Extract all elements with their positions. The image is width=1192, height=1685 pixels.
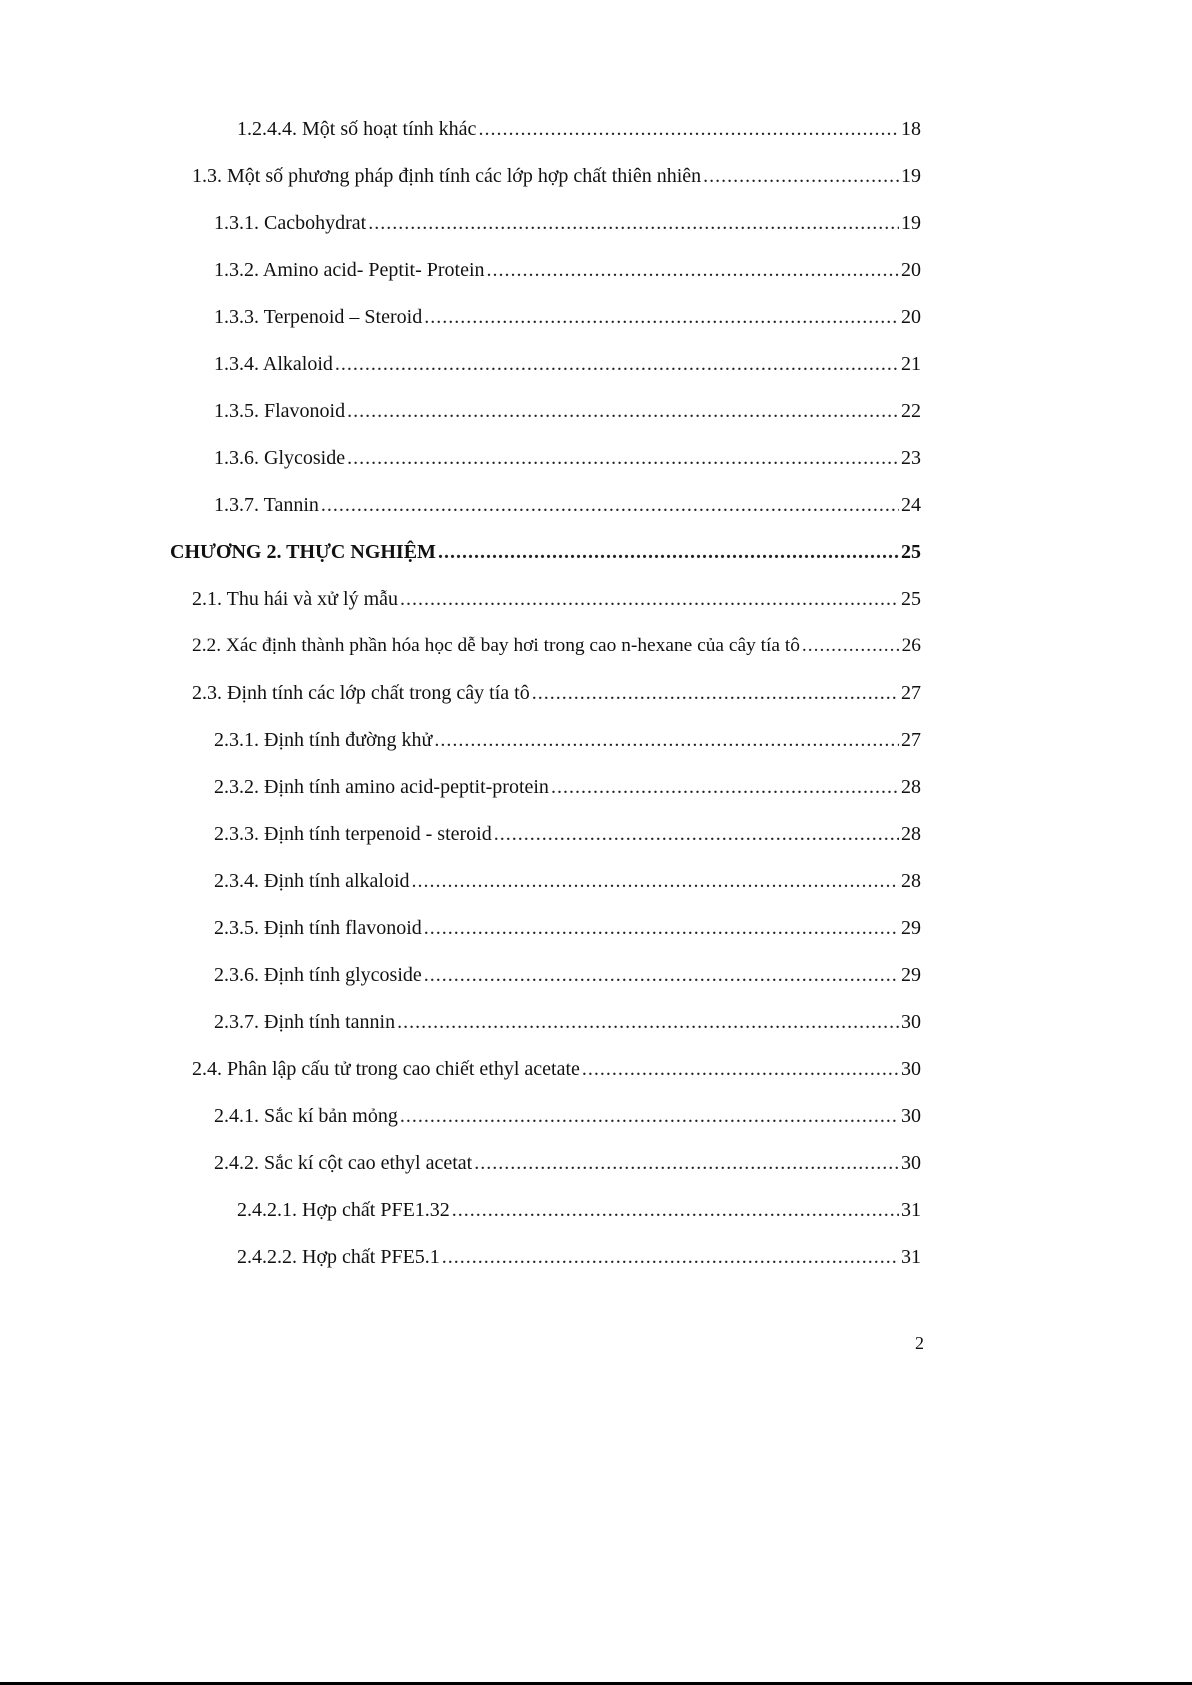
toc-entry-page: 31 xyxy=(901,1246,921,1268)
toc-entry-page: 23 xyxy=(901,447,921,469)
toc-entry-label: 2.2. Xác định thành phần hóa học dễ bay hơi trong cao n-hexane của cây tía tô xyxy=(192,635,800,656)
toc-entry-page: 19 xyxy=(901,212,921,234)
toc-entry-label: 1.3.6. Glycoside xyxy=(214,447,346,469)
toc-entry-label: 1.3.7. Tannin xyxy=(214,494,319,516)
toc-entry xyxy=(192,585,921,613)
toc-entry-label: 1.3. Một số phương pháp định tính các lớp hợp chất thiên nhiên xyxy=(192,165,702,187)
toc-entry xyxy=(214,914,921,942)
toc-entry xyxy=(214,820,921,848)
toc-entry xyxy=(214,867,921,895)
toc-entry-label: 2.4.1. Sắc kí bản mỏng xyxy=(214,1105,398,1127)
toc-leader-dots xyxy=(438,538,899,566)
toc-entry xyxy=(214,303,921,331)
toc-entry-page: 22 xyxy=(901,400,921,422)
toc-leader-dots xyxy=(424,961,899,989)
toc-entry xyxy=(214,773,921,801)
toc-entry-page: 30 xyxy=(901,1011,921,1033)
toc-entry xyxy=(237,115,921,143)
toc-leader-dots xyxy=(487,256,899,284)
toc-leader-dots xyxy=(424,303,899,331)
toc-entry-page: 31 xyxy=(901,1199,921,1221)
toc-entry xyxy=(214,491,921,519)
toc-entry xyxy=(237,1196,921,1224)
toc-leader-dots xyxy=(802,632,900,660)
toc-entry xyxy=(192,679,921,707)
toc-entry-label: 2.3.2. Định tính amino acid-peptit-protein xyxy=(214,776,549,798)
toc-entry-label: CHƯƠNG 2. THỰC NGHIỆM xyxy=(170,541,436,563)
toc-entry-label: 2.3.4. Định tính alkaloid xyxy=(214,870,410,892)
toc-entry xyxy=(214,1102,921,1130)
toc-entry xyxy=(214,726,921,754)
toc-entry xyxy=(214,350,921,378)
toc-entry xyxy=(214,961,921,989)
toc-entry-label: 1.3.3. Terpenoid – Steroid xyxy=(214,306,423,328)
toc-leader-dots xyxy=(347,444,899,472)
toc-entry-label: 1.2.4.4. Một số hoạt tính khác xyxy=(237,118,477,140)
toc-entry-page: 24 xyxy=(901,494,921,516)
toc-leader-dots xyxy=(703,162,899,190)
toc-leader-dots xyxy=(434,726,899,754)
toc-entry-page: 29 xyxy=(901,964,921,986)
toc-entry-page: 20 xyxy=(901,259,921,281)
toc-entry-page: 25 xyxy=(901,588,921,610)
toc-leader-dots xyxy=(347,397,899,425)
toc-entry-page: 30 xyxy=(901,1058,921,1080)
toc-entry-label: 2.3. Định tính các lớp chất trong cây tía tô xyxy=(192,682,530,704)
toc-entry-label: 2.3.1. Định tính đường khử xyxy=(214,729,433,751)
toc-entry-page: 27 xyxy=(901,682,921,704)
toc-entry-page: 28 xyxy=(901,776,921,798)
toc-entry xyxy=(214,444,921,472)
toc-entry-page: 29 xyxy=(901,917,921,939)
toc-entry-label: 2.3.3. Định tính terpenoid - steroid xyxy=(214,823,492,845)
toc-leader-dots xyxy=(368,209,899,237)
toc-entry-page: 25 xyxy=(901,541,921,563)
toc-entry-label: 2.3.6. Định tính glycoside xyxy=(214,964,422,986)
toc-leader-dots xyxy=(335,350,899,378)
toc-entry-page: 21 xyxy=(901,353,921,375)
toc-entry-label: 2.4.2.1. Hợp chất PFE1.32 xyxy=(237,1199,450,1221)
toc-entry-label: 2.3.7. Định tính tannin xyxy=(214,1011,396,1033)
toc-leader-dots xyxy=(424,914,899,942)
toc-entry-page: 27 xyxy=(901,729,921,751)
toc-entry-label: 2.4. Phân lập cấu tử trong cao chiết ethyl acetate xyxy=(192,1058,580,1080)
toc-entry-page: 30 xyxy=(901,1105,921,1127)
page-number: 2 xyxy=(915,1333,924,1353)
toc-leader-dots xyxy=(400,585,899,613)
toc-entry xyxy=(214,209,921,237)
toc-entry-label: 1.3.2. Amino acid- Peptit- Protein xyxy=(214,259,485,281)
toc-leader-dots xyxy=(474,1149,899,1177)
toc-entry-page: 30 xyxy=(901,1152,921,1174)
toc-entry-page: 20 xyxy=(901,306,921,328)
toc-entry xyxy=(237,1243,921,1271)
toc-entry xyxy=(214,397,921,425)
toc-entry xyxy=(214,1149,921,1177)
toc-leader-dots xyxy=(412,867,899,895)
toc-leader-dots xyxy=(442,1243,899,1271)
toc-leader-dots xyxy=(551,773,899,801)
toc-leader-dots xyxy=(452,1196,899,1224)
toc-entry xyxy=(214,1008,921,1036)
toc-entry-page: 26 xyxy=(901,635,921,656)
toc-entry-page: 19 xyxy=(901,165,921,187)
toc-entry-page: 28 xyxy=(901,870,921,892)
toc-leader-dots xyxy=(321,491,899,519)
toc-entry-label: 2.4.2.2. Hợp chất PFE5.1 xyxy=(237,1246,440,1268)
toc-entry-label: 2.4.2. Sắc kí cột cao ethyl acetat xyxy=(214,1152,473,1174)
toc-leader-dots xyxy=(478,115,899,143)
toc-leader-dots xyxy=(397,1008,899,1036)
toc-entry xyxy=(192,162,921,190)
toc-entry xyxy=(192,1055,921,1083)
toc-leader-dots xyxy=(494,820,899,848)
toc-entry-label: 1.3.5. Flavonoid xyxy=(214,400,346,422)
toc-entry-label: 1.3.4. Alkaloid xyxy=(214,353,333,375)
toc-entry-label: 1.3.1. Cacbohydrat xyxy=(214,212,367,234)
toc-entry xyxy=(192,632,921,660)
toc-entry xyxy=(214,256,921,284)
toc-leader-dots xyxy=(582,1055,899,1083)
toc-entry-label: 2.3.5. Định tính flavonoid xyxy=(214,917,422,939)
toc-chapter-entry xyxy=(170,538,921,566)
toc-entry-page: 18 xyxy=(901,118,921,140)
toc-entry-page: 28 xyxy=(901,823,921,845)
toc-leader-dots xyxy=(532,679,899,707)
toc-leader-dots xyxy=(400,1102,899,1130)
toc-entry-label: 2.1. Thu hái và xử lý mẫu xyxy=(192,588,398,610)
